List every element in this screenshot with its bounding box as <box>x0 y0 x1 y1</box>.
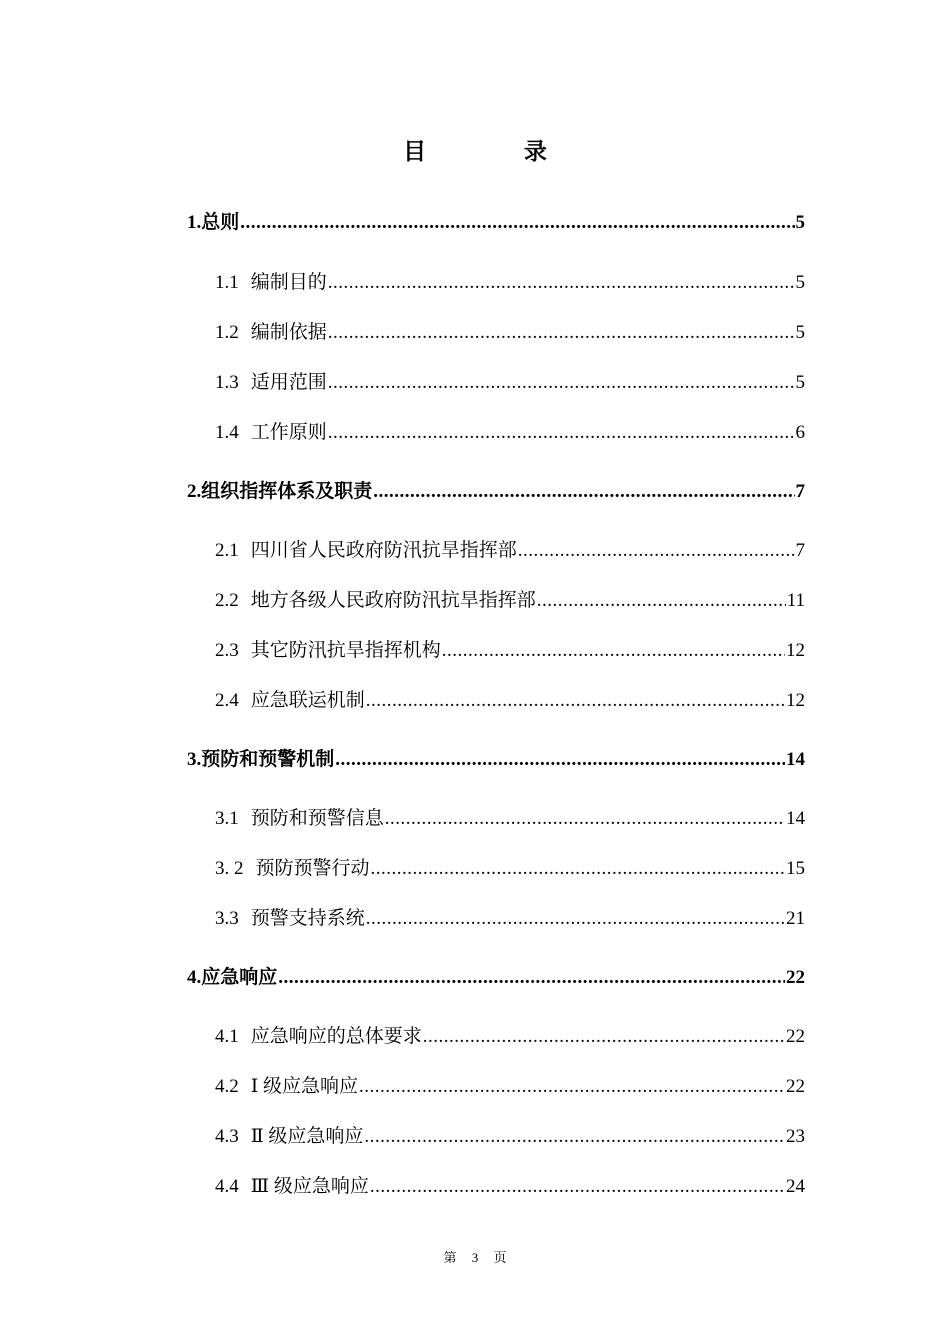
toc-entry-page-number: 5 <box>795 372 805 393</box>
toc-section-entry[interactable] <box>215 1025 805 1049</box>
toc-entry-page-number: 23 <box>786 1126 805 1147</box>
toc-dot-leader <box>335 748 785 772</box>
toc-entry-page-number: 14 <box>786 749 805 770</box>
toc-dot-leader <box>328 421 795 445</box>
toc-entry-page-number: 5 <box>795 212 805 233</box>
toc-section-entry[interactable] <box>215 1075 805 1099</box>
toc-entry-title: 适用范围 <box>250 372 327 393</box>
toc-dot-leader <box>537 589 786 613</box>
toc-entry-title: 预防预警行动 <box>255 858 370 879</box>
toc-entry-title: 应急联运机制 <box>250 690 365 711</box>
toc-dot-leader <box>328 371 795 395</box>
toc-dot-leader <box>518 539 795 563</box>
toc-dot-leader <box>328 321 795 345</box>
toc-entry-number: 1. <box>187 212 202 233</box>
page-footer <box>0 1247 950 1266</box>
toc-dot-leader <box>442 639 785 663</box>
toc-entry-title: Ⅱ 级应急响应 <box>250 1126 364 1147</box>
footer-suffix: 页 <box>493 1250 507 1265</box>
toc-entry-number: 4.3 <box>215 1126 239 1147</box>
toc-entry-number: 1.2 <box>215 322 239 343</box>
toc-entry-page-number: 14 <box>786 808 805 829</box>
toc-entry-title: 地方各级人民政府防汛抗旱指挥部 <box>250 590 536 611</box>
toc-entry-title: 总则 <box>201 212 240 233</box>
toc-chapter-entry[interactable] <box>187 748 805 772</box>
toc-entry-number: 2.4 <box>215 690 239 711</box>
toc-entry-title: 预防和预警机制 <box>201 749 335 770</box>
toc-dot-leader <box>373 480 794 504</box>
toc-section-entry[interactable] <box>215 907 805 931</box>
page-title: 目 录 <box>403 139 593 164</box>
toc-chapter-entry[interactable] <box>187 211 805 235</box>
toc-dot-leader <box>366 907 785 931</box>
toc-entry-number: 4. <box>187 967 202 988</box>
toc-dot-leader <box>328 271 795 295</box>
toc-entry-number: 4.1 <box>215 1026 239 1047</box>
toc-entry-page-number: 21 <box>786 908 805 929</box>
toc-entry-number: 4.4 <box>215 1176 239 1197</box>
toc-entry-title: 组织指挥体系及职责 <box>201 481 373 502</box>
toc-section-entry[interactable] <box>215 371 805 395</box>
toc-dot-leader <box>423 1025 785 1049</box>
toc-entry-number: 3. 2 <box>215 858 244 879</box>
toc-entry-page-number: 11 <box>786 590 805 611</box>
toc-entry-title: 应急响应 <box>201 967 278 988</box>
toc-entry-number: 1.1 <box>215 272 239 293</box>
toc-dot-leader <box>278 966 785 990</box>
toc-entry-title: 其它防汛抗旱指挥机构 <box>250 640 441 661</box>
toc-entry-page-number: 6 <box>795 422 805 443</box>
toc-entry-number: 1.4 <box>215 422 239 443</box>
toc-entry-page-number: 7 <box>795 540 805 561</box>
toc-chapter-entry[interactable] <box>187 480 805 504</box>
toc-section-entry[interactable] <box>215 689 805 713</box>
toc-entry-page-number: 12 <box>786 690 805 711</box>
toc-dot-leader <box>370 1175 785 1199</box>
footer-prefix: 第 <box>443 1250 457 1265</box>
toc-section-entry[interactable] <box>215 857 805 881</box>
toc-entry-number: 4.2 <box>215 1076 239 1097</box>
toc-entry-title: 编制目的 <box>250 272 327 293</box>
toc-entry-title: 预警支持系统 <box>250 908 365 929</box>
toc-entry-title: 工作原则 <box>250 422 327 443</box>
toc-section-entry[interactable] <box>215 589 805 613</box>
toc-entry-title: Ⅰ 级应急响应 <box>250 1076 359 1097</box>
toc-entry-page-number: 15 <box>786 858 805 879</box>
toc-chapter-entry[interactable] <box>187 966 805 990</box>
toc-dot-leader <box>240 211 794 235</box>
toc-dot-leader <box>385 807 785 831</box>
toc-entry-number: 1.3 <box>215 372 239 393</box>
toc-dot-leader <box>364 1125 785 1149</box>
toc-entry-number: 2.1 <box>215 540 239 561</box>
toc-entry-title: 预防和预警信息 <box>250 808 384 829</box>
toc-entry-page-number: 24 <box>786 1176 805 1197</box>
toc-section-entry[interactable] <box>215 539 805 563</box>
toc-dot-leader <box>366 689 785 713</box>
toc-entry-title: 应急响应的总体要求 <box>250 1026 422 1047</box>
toc-section-entry[interactable] <box>215 1175 805 1199</box>
toc-entry-title: Ⅲ 级应急响应 <box>250 1176 369 1197</box>
toc-entry-number: 2.3 <box>215 640 239 661</box>
toc-entry-page-number: 7 <box>795 481 805 502</box>
toc-dot-leader <box>371 857 785 881</box>
toc-section-entry[interactable] <box>215 271 805 295</box>
toc-entry-page-number: 22 <box>786 1076 805 1097</box>
toc-section-entry[interactable] <box>215 807 805 831</box>
toc-entry-page-number: 22 <box>786 967 805 988</box>
toc-section-entry[interactable] <box>215 321 805 345</box>
toc-entry-number: 2. <box>187 481 202 502</box>
toc-section-entry[interactable] <box>215 421 805 445</box>
footer-page-number: 3 <box>471 1250 479 1265</box>
toc-entry-number: 3. <box>187 749 202 770</box>
toc-entry-title: 编制依据 <box>250 322 327 343</box>
toc-entry-page-number: 5 <box>795 272 805 293</box>
toc-section-entry[interactable] <box>215 639 805 663</box>
toc-section-entry[interactable] <box>215 1125 805 1149</box>
toc-entry-page-number: 22 <box>786 1026 805 1047</box>
toc-entry-page-number: 12 <box>786 640 805 661</box>
toc-entry-number: 3.1 <box>215 808 239 829</box>
toc-entry-title: 四川省人民政府防汛抗旱指挥部 <box>250 540 517 561</box>
toc-dot-leader <box>359 1075 785 1099</box>
toc-entry-page-number: 5 <box>795 322 805 343</box>
toc-entry-number: 3.3 <box>215 908 239 929</box>
toc-entry-number: 2.2 <box>215 590 239 611</box>
